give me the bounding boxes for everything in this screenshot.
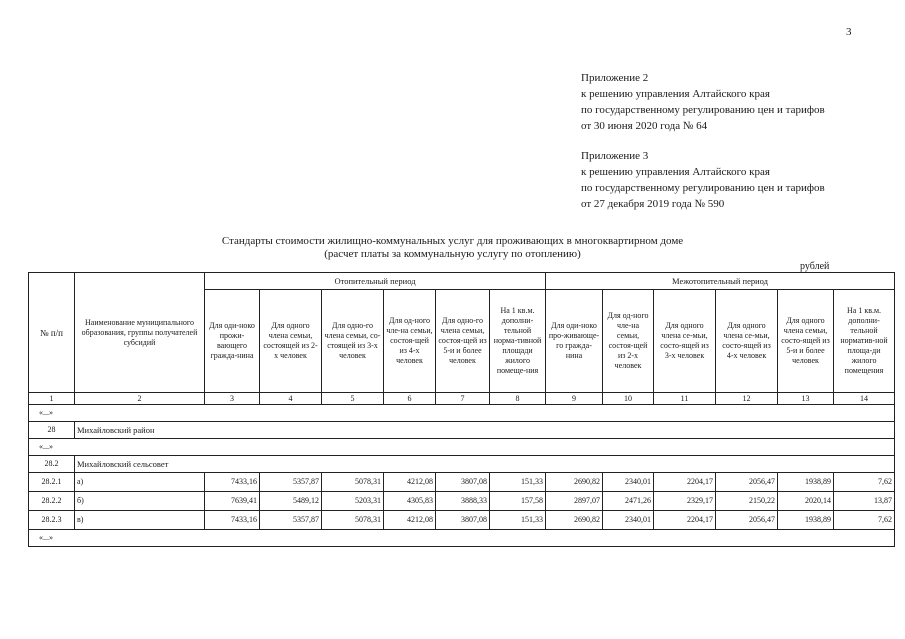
column-number: 6 xyxy=(384,393,436,405)
table-cell: 5357,87 xyxy=(260,511,322,530)
table-cell: 2056,47 xyxy=(716,511,778,530)
appendix-3-line: Приложение 3 xyxy=(581,150,649,162)
appendix-2-line: по государственному регулированию цен и тарифов xyxy=(581,104,825,116)
table-cell: 13,87 xyxy=(834,492,895,511)
council-number: 28.2 xyxy=(29,456,75,473)
appendix-2-block xyxy=(581,70,825,134)
appendix-2-line: к решению управления Алтайского края xyxy=(581,88,770,100)
appendix-3-line: по государственному регулированию цен и тарифов xyxy=(581,182,825,194)
ellipsis-text: «...» xyxy=(29,530,895,547)
table-cell: 157,58 xyxy=(490,492,546,511)
heating-col-header: На 1 кв.м. дополни-тельной норма-тивной площади жилого помеще-ния xyxy=(490,290,546,393)
table-cell: 4305,83 xyxy=(384,492,436,511)
appendix-3-line: к решению управления Алтайского края xyxy=(581,166,770,178)
table-cell: 2329,17 xyxy=(654,492,716,511)
table-cell: 1938,89 xyxy=(778,473,834,492)
table-cell: 2340,01 xyxy=(603,473,654,492)
table-cell: 2204,17 xyxy=(654,473,716,492)
table-cell: 5078,31 xyxy=(322,473,384,492)
heating-period-header: Отопительный период xyxy=(205,273,546,290)
district-name: Михайловский район xyxy=(75,422,895,439)
document-title: Стандарты стоимости жилищно-коммунальных услуг для проживающих в многоквартирном доме xyxy=(221,235,684,247)
interheating-col-header: Для одного члена се-мьи, состо-ящей из 3-х человек xyxy=(654,290,716,393)
column-number: 7 xyxy=(436,393,490,405)
interheating-col-header: Для оди-ноко про-живающе-го гражда-нина xyxy=(546,290,603,393)
table-cell: 3807,08 xyxy=(436,511,490,530)
heating-col-header: Для одно-го члена семьи, состоя-щей из 5-и и более человек xyxy=(436,290,490,393)
district-number: 28 xyxy=(29,422,75,439)
heating-col-header: Для одно-го члена семьи, со-стоящей из 3-х человек xyxy=(322,290,384,393)
column-number: 4 xyxy=(260,393,322,405)
table-cell: 4212,08 xyxy=(384,511,436,530)
heating-col-header: Для од-ного чле-на семьи, состоя-щей из 4-х человек xyxy=(384,290,436,393)
column-number: 10 xyxy=(603,393,654,405)
appendix-3-line: от 27 декабря 2019 года № 590 xyxy=(581,198,725,210)
table-cell: 5357,87 xyxy=(260,473,322,492)
table-cell: 4212,08 xyxy=(384,473,436,492)
row-number: 28.2.1 xyxy=(29,473,75,492)
table-cell: 7,62 xyxy=(834,511,895,530)
column-number: 5 xyxy=(322,393,384,405)
ellipsis-text: «...» xyxy=(29,405,895,422)
heating-standards-table xyxy=(28,272,895,547)
table-cell: 2340,01 xyxy=(603,511,654,530)
ellipsis-row xyxy=(29,405,895,422)
column-number: 14 xyxy=(834,393,895,405)
header-group-row xyxy=(29,273,895,290)
council-row xyxy=(29,456,895,473)
table-cell: 7,62 xyxy=(834,473,895,492)
table-cell: 2471,26 xyxy=(603,492,654,511)
page-number: 3 xyxy=(846,26,852,38)
appendix-2-line: Приложение 2 xyxy=(581,72,649,84)
column-number: 2 xyxy=(75,393,205,405)
table-cell: 2150,22 xyxy=(716,492,778,511)
table-cell: 3888,33 xyxy=(436,492,490,511)
interheating-col-header: На 1 кв.м. дополни-тельной норматив-ной площа-ди жилого помещения xyxy=(834,290,895,393)
table-row xyxy=(29,473,895,492)
table-cell: 151,33 xyxy=(490,511,546,530)
col-num-header: № п/п xyxy=(29,273,75,393)
interheating-col-header: Для одного члена се-мьи, состо-ящей из 4-х человек xyxy=(716,290,778,393)
col-name-header: Наименование муниципального образования, группы получателей субсидий xyxy=(75,273,205,393)
appendix-2-line: от 30 июня 2020 года № 64 xyxy=(581,120,708,132)
table-cell: 2690,82 xyxy=(546,473,603,492)
column-number: 13 xyxy=(778,393,834,405)
column-number: 12 xyxy=(716,393,778,405)
table-cell: 3807,08 xyxy=(436,473,490,492)
table-cell: 7639,41 xyxy=(205,492,260,511)
row-group: а) xyxy=(75,473,205,492)
table-cell: 1938,89 xyxy=(778,511,834,530)
column-number: 9 xyxy=(546,393,603,405)
table-row xyxy=(29,492,895,511)
interheating-col-header: Для одного члена семьи, состо-ящей из 5-и и более человек xyxy=(778,290,834,393)
table-cell: 7433,16 xyxy=(205,473,260,492)
table-cell: 2056,47 xyxy=(716,473,778,492)
row-number: 28.2.3 xyxy=(29,511,75,530)
ellipsis-text: «...» xyxy=(29,439,895,456)
table-cell: 5078,31 xyxy=(322,511,384,530)
document-subtitle: (расчет платы за коммунальную услугу по отоплению) xyxy=(324,248,581,260)
table-cell: 2020,14 xyxy=(778,492,834,511)
column-number: 8 xyxy=(490,393,546,405)
row-number: 28.2.2 xyxy=(29,492,75,511)
table-cell: 7433,16 xyxy=(205,511,260,530)
heating-col-header: Для оди-ноко прожи-вающего гражда-нина xyxy=(205,290,260,393)
table-cell: 2897,07 xyxy=(546,492,603,511)
column-number: 3 xyxy=(205,393,260,405)
unit-label: рублей xyxy=(800,261,830,272)
table-cell: 5203,31 xyxy=(322,492,384,511)
row-group: в) xyxy=(75,511,205,530)
heating-col-header: Для одного члена семьи, состоящей из 2-х человек xyxy=(260,290,322,393)
interheating-col-header: Для од-ного чле-на семьи, состоя-щей из 2-х человек xyxy=(603,290,654,393)
column-number-row xyxy=(29,393,895,405)
column-number: 1 xyxy=(29,393,75,405)
row-group: б) xyxy=(75,492,205,511)
ellipsis-row xyxy=(29,439,895,456)
table-cell: 151,33 xyxy=(490,473,546,492)
district-row xyxy=(29,422,895,439)
council-name: Михайловский сельсовет xyxy=(75,456,895,473)
table-row xyxy=(29,511,895,530)
table-cell: 2204,17 xyxy=(654,511,716,530)
ellipsis-row xyxy=(29,530,895,547)
appendix-3-block xyxy=(581,148,825,212)
column-number: 11 xyxy=(654,393,716,405)
table-cell: 5489,12 xyxy=(260,492,322,511)
interheating-period-header: Межотопительный период xyxy=(546,273,895,290)
table-cell: 2690,82 xyxy=(546,511,603,530)
